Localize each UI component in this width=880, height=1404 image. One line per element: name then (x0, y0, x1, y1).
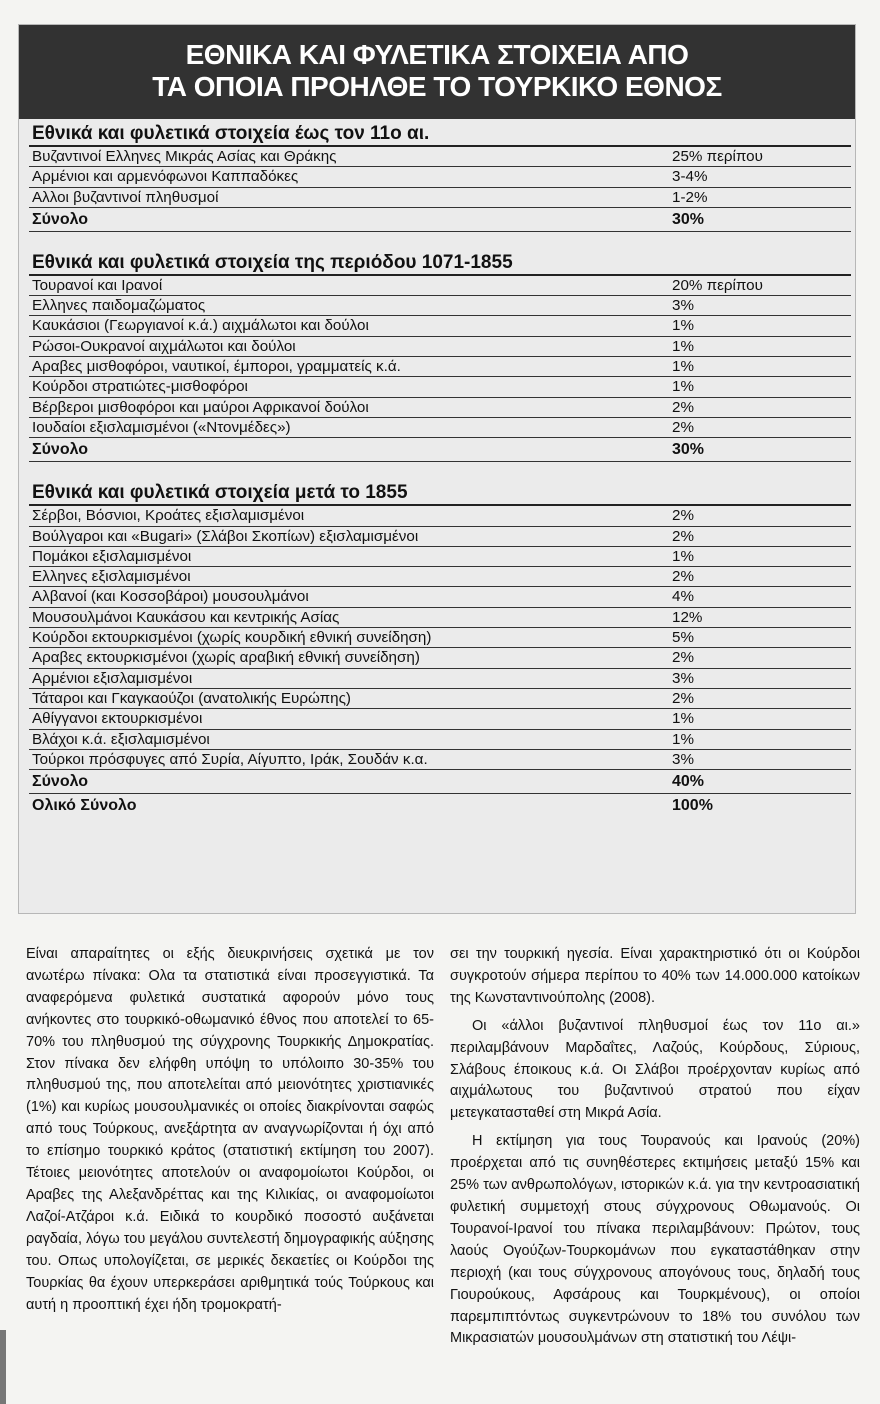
row-label: Ρώσοι-Ουκρανοί αιχμάλωτοι και δούλοι (32, 337, 296, 355)
section-total-row (29, 208, 851, 232)
row-value: 2% (672, 418, 694, 436)
row-label: Κούρδοι εκτουρκισμένοι (χωρίς κουρδική εθνική συνείδηση) (32, 629, 432, 647)
row-value: 1% (672, 730, 694, 748)
section-title: Εθνικά και φυλετικά στοιχεία έως τον 11ο αι. (29, 123, 851, 147)
row-label: Βέρβεροι μισθοφόροι και μαύροι Αφρικανοί δούλοι (32, 398, 369, 416)
row-label: Τάταροι και Γκαγκαούζοι (ανατολικής Ευρώπης) (32, 689, 351, 707)
table-row (29, 296, 851, 316)
row-value: 5% (672, 629, 694, 647)
row-label: Τούρκοι πρόσφυγες από Συρία, Αίγυπτο, Ιράκ, Σουδάν κ.α. (32, 750, 428, 768)
section-title: Εθνικά και φυλετικά στοιχεία της περιόδου 1071-1855 (29, 252, 851, 276)
ethnic-table-box (18, 24, 856, 914)
row-label: Αλλοι βυζαντινοί πληθυσμοί (32, 188, 219, 206)
table-row (29, 669, 851, 689)
tables-container (29, 123, 851, 818)
row-value: 1% (672, 547, 694, 565)
row-value: 30% (672, 210, 705, 228)
row-label: Αρμένιοι και αρμενόφωνοι Καππαδόκες (32, 168, 299, 186)
row-label: Βούλγαροι και «Bugari» (Σλάβοι Σκοπίων) εξισλαμισμένοι (32, 527, 419, 545)
row-value: 20% περίπου (672, 276, 763, 294)
row-label: Ιουδαίοι εξισλαμισμένοι («Ντονμέδες») (32, 418, 291, 436)
row-label: Σύνολο (32, 773, 89, 791)
table-row (29, 648, 851, 668)
table-row (29, 750, 851, 770)
row-label: Τουρανοί και Ιρανοί (32, 276, 163, 294)
row-label: Αθίγγανοι εκτουρκισμένοι (32, 710, 203, 728)
row-value: 100% (672, 797, 713, 815)
row-value: 2% (672, 398, 694, 416)
body-paragraph: Είναι απαραίτητες οι εξής διευκρινήσεις σχετικά με τον ανωτέρω πίνακα: Ολα τα στατιστικά είναι προσεγγιστικά. Τα αναφερόμενα φυλετικά συστατικά αφορούν μόνο τους ανήκοντες στο τουρκικό-οθωμανικό έθνος που αποτελεί το 65-70% του πληθυσμού της σύγχρονης Τουρκικής Δημοκρατίας. Στον πίνακα δεν ελήφθη υπόψη το υπόλοιπο 30-35% του πληθυσμού της, που αποτελείται από μειονότητες χριστιανικές (1%) και κυρίως μουσουλμανικές οι οποίες διακρίνονται σαφώς από τους Τούρκους, ανεξάρτητα αν αναγνωρίζονται ή όχι από το επίσημο τουρκικό κράτος (στατιστική εκτίμηση του 2007). Τέτοιες μειονότητες αποτελούν οι αναφομοίωτοι Κούρδοι, οι Αραβες της Αλεξανδρέττας και της Κιλικίας, οι αναφομοίωτοι Λαζοί-Ατζάροι κ.ά. Ειδικά το κουρδικό ποσοστό αυξάνεται ραγδαία, λόγω του μεγάλου συντελεστή δημογραφικής αύξησης του. Οπως υπολογίζεται, σε μερικές δεκαετίες οι Κούρδοι της Τουρκίας θα έχουν υπερκεράσει αριθμητικά τούς Τούρκους και αυτή η προοπτική έχει ήδη τρομοκρατή- (26, 946, 434, 1313)
table-row (29, 418, 851, 438)
table-row (29, 628, 851, 648)
row-label: Σύνολο (32, 210, 89, 228)
row-label: Καυκάσιοι (Γεωργιανοί κ.ά.) αιχμάλωτοι και δούλοι (32, 317, 369, 335)
table-row (29, 567, 851, 587)
table-row (29, 709, 851, 729)
banner-line-2: ΤΑ ΟΠΟΙΑ ΠΡΟΗΛΘΕ ΤΟ ΤΟΥΡΚΙΚΟ ΕΘΝΟΣ (152, 71, 722, 102)
section-title: Εθνικά και φυλετικά στοιχεία μετά το 1855 (29, 482, 851, 506)
row-label: Ολικό Σύνολο (32, 797, 137, 815)
table-row (29, 689, 851, 709)
table-row (29, 608, 851, 628)
table-row (29, 357, 851, 377)
row-label: Μουσουλμάνοι Καυκάσου και κεντρικής Ασίας (32, 608, 340, 626)
row-value: 2% (672, 507, 694, 525)
row-value: 1% (672, 358, 694, 376)
table-row (29, 316, 851, 336)
row-value: 30% (672, 441, 705, 459)
row-value: 1-2% (672, 188, 708, 206)
body-paragraph: σει την τουρκική ηγεσία. Είναι χαρακτηριστικό ότι οι Κούρδοι συγκροτούν σήμερα περίπου το 40% των 14.000.000 κατοίκων της Κωνσταντινούπολης (2008). (450, 946, 860, 1006)
grand-total-row (29, 794, 851, 818)
table-row (29, 167, 851, 187)
table-row (29, 276, 851, 296)
table-row (29, 398, 851, 418)
page-edge-shadow (0, 1330, 6, 1404)
table-row (29, 587, 851, 607)
table-row (29, 730, 851, 750)
table-row (29, 527, 851, 547)
row-label: Αλβανοί (και Κοσσοβάροι) μουσουλμάνοι (32, 588, 309, 606)
body-paragraph: Οι «άλλοι βυζαντινοί πληθυσμοί έως τον 11ο αι.» περιλαμβάνουν Μαρδαΐτες, Λαζούς, Κούρδους, Σύριους, Σλάβους έποικους κ.ά. Οι Σλάβοι προέρχονταν κυρίως από αιχμάλωτους του βυζαντινού στρατού που είχαν μετεγκατασταθεί στη Μικρά Ασία. (450, 1017, 860, 1122)
row-value: 1% (672, 337, 694, 355)
body-column-right (450, 944, 860, 1350)
section-gap (29, 232, 851, 252)
row-value: 3% (672, 669, 694, 687)
table-row (29, 547, 851, 567)
row-label: Βλάχοι κ.ά. εξισλαμισμένοι (32, 730, 210, 748)
table-row (29, 188, 851, 208)
row-value: 2% (672, 649, 694, 667)
row-value: 25% περίπου (672, 148, 763, 165)
section-total-row (29, 770, 851, 794)
row-label: Ελληνες εξισλαμισμένοι (32, 568, 191, 586)
row-label: Αραβες μισθοφόροι, ναυτικοί, έμποροι, γραμματείς κ.ά. (32, 358, 401, 376)
row-value: 40% (672, 773, 705, 791)
row-value: 1% (672, 710, 694, 728)
row-label: Κούρδοι στρατιώτες-μισθοφόροι (32, 378, 248, 396)
section-total-row (29, 438, 851, 462)
body-paragraph: Η εκτίμηση για τους Τουρανούς και Ιρανούς (20%) προέρχεται από τις συνηθέστερες εκτιμήσεις μεταξύ 15% και 25% των ανθρωπολόγων, ιστορικών κ.ά. για την κεντροασιατική φυλετική συμμετοχή στους σύγχρονους Οθωμανούς. Οι Τουρανοί-Ιρανοί του πίνακα περιλαμβάνουν: Πρώτον, τους λαούς Ογούζων-Τουρκομάνων που εγκαταστάθηκαν στην περιοχή (και τους σύγχρονους απογόνους τους, δηλαδή τους Γιουρούκους, Αφσάρους και Τουρκμένους), οι οποίοι παρεμπιπτόντως συγκεντρώνουν το 18% του συνόλου των Μικρασιατών μουσουλμάνων στη στατιστική του Λέψι- (450, 1133, 860, 1347)
row-value: 1% (672, 378, 694, 396)
row-value: 3% (672, 297, 694, 315)
row-label: Αραβες εκτουρκισμένοι (χωρίς αραβική εθνική συνείδηση) (32, 649, 420, 667)
row-label: Σύνολο (32, 441, 89, 459)
table-row (29, 377, 851, 397)
row-label: Βυζαντινοί Ελληνες Μικράς Ασίας και Θράκης (32, 148, 337, 165)
body-column-left (26, 944, 434, 1316)
row-label: Ελληνες παιδομαζώματος (32, 297, 206, 315)
row-label: Αρμένιοι εξισλαμισμένοι (32, 669, 193, 687)
row-value: 12% (672, 608, 703, 626)
section-gap (29, 462, 851, 482)
row-value: 2% (672, 527, 694, 545)
row-value: 2% (672, 689, 694, 707)
table-row (29, 337, 851, 357)
row-value: 2% (672, 568, 694, 586)
row-value: 4% (672, 588, 694, 606)
row-value: 3-4% (672, 168, 708, 186)
banner-line-1: ΕΘΝΙΚΑ ΚΑΙ ΦΥΛΕΤΙΚΑ ΣΤΟΙΧΕΙΑ ΑΠΟ (185, 39, 689, 70)
row-value: 1% (672, 317, 694, 335)
table-row (29, 147, 851, 167)
table-row (29, 506, 851, 526)
row-value: 3% (672, 750, 694, 768)
row-label: Σέρβοι, Βόσνιοι, Κροάτες εξισλαμισμένοι (32, 507, 305, 525)
row-label: Πομάκοι εξισλαμισμένοι (32, 547, 192, 565)
table-banner (19, 25, 855, 119)
